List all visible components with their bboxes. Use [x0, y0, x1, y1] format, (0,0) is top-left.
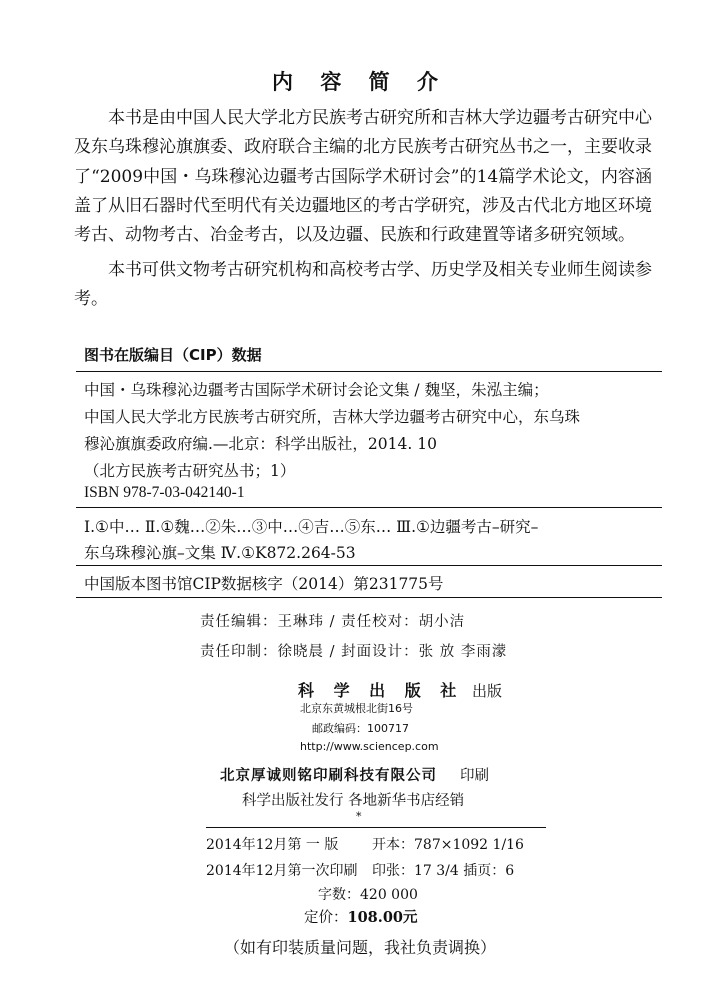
cip-library-number: 中国版本图书馆CIP数据核字（2014）第231775号 — [84, 575, 444, 593]
publisher-address: 北京东黄城根北街16号 — [300, 702, 413, 715]
publisher-postcode: 邮政编码：100717 — [312, 722, 409, 735]
cip-rule-top — [76, 371, 662, 372]
cip-line-4: （北方民族考古研究丛书；1） — [84, 462, 296, 480]
cip-line-2: 中国人民大学北方民族考古研究所，吉林大学边疆考古研究中心，东乌珠 — [84, 408, 581, 426]
distribution-line: 科学出版社发行 各地新华书店经销 — [242, 793, 465, 809]
page-title: 内 容 简 介 — [272, 69, 448, 94]
credits-printing-cover: 责任印制：徐晓晨 / 封面设计：张 放 李雨濛 — [200, 644, 508, 660]
price-value: 108.00元 — [347, 909, 418, 926]
cip-rule-bottom — [76, 597, 662, 598]
intro-paragraph-2-text: 本书可供文物考古研究机构和高校考古学、历史学及相关专业师生阅读参考。 — [74, 260, 652, 310]
publisher-name: 科 学 出 版 社 — [298, 681, 464, 700]
intro-paragraph-2 — [74, 256, 652, 315]
intro-paragraph-1-text: 本书是由中国人民大学北方民族考古研究所和吉林大学边疆考古研究中心及东乌珠穆沁旗旗委、政府联合主编的北方民族考古研究丛书之一，主要收录了“2009中国・乌珠穆沁边疆考古国际学术研讨会”的14篇学术论文，内容涵盖了从旧石器时代至明代有关边疆地区的考古学研究，涉及古代北方地区环境考古、动物考古、冶金考古，以及边疆、民族和行政建置等诸多研究领域。 — [74, 108, 652, 246]
cip-rule-mid-2 — [76, 565, 662, 566]
intro-paragraph-1 — [74, 104, 652, 250]
cip-isbn: ISBN 978-7-03-042140-1 — [84, 484, 245, 501]
cip-classification-1: Ⅰ.①中… Ⅱ.①魏…②朱…③中…④吉…⑤东… Ⅲ.①边疆考古–研究– — [84, 518, 539, 536]
price — [304, 906, 418, 927]
spec-sheets: 印张：17 3/4 插页：6 — [372, 863, 515, 879]
spec-format: 开本：787×1092 1/16 — [372, 837, 524, 853]
separator-star: * — [356, 810, 362, 823]
cip-line-1: 中国・乌珠穆沁边疆考古国际学术研讨会论文集 / 魏坚，朱泓主编； — [84, 381, 549, 399]
spec-word-count: 字数：420 000 — [318, 887, 418, 903]
printer-name: 北京厚诚则铭印刷科技有限公司 — [220, 767, 437, 784]
spec-printing: 2014年12月第一次印刷 — [206, 863, 358, 879]
cip-classification-2: 东乌珠穆沁旗–文集 Ⅳ.①K872.264-53 — [84, 544, 356, 562]
publisher-url: http://www.sciencep.com — [300, 740, 439, 753]
quality-notice: （如有印装质量问题，我社负责调换） — [223, 938, 496, 957]
printer-suffix: 印刷 — [460, 768, 489, 784]
credits-editor-proofreader: 责任编辑：王琳玮 / 责任校对：胡小洁 — [200, 614, 466, 630]
specs-rule — [206, 827, 546, 828]
cip-header: 图书在版编目（CIP）数据 — [84, 346, 262, 364]
publisher-suffix: 出版 — [472, 682, 503, 700]
spec-edition: 2014年12月第 一 版 — [206, 837, 339, 853]
price-label: 定价： — [304, 910, 348, 926]
cip-rule-mid-1 — [76, 507, 662, 508]
cip-line-3: 穆沁旗旗委政府编.—北京：科学出版社，2014. 10 — [84, 435, 437, 453]
